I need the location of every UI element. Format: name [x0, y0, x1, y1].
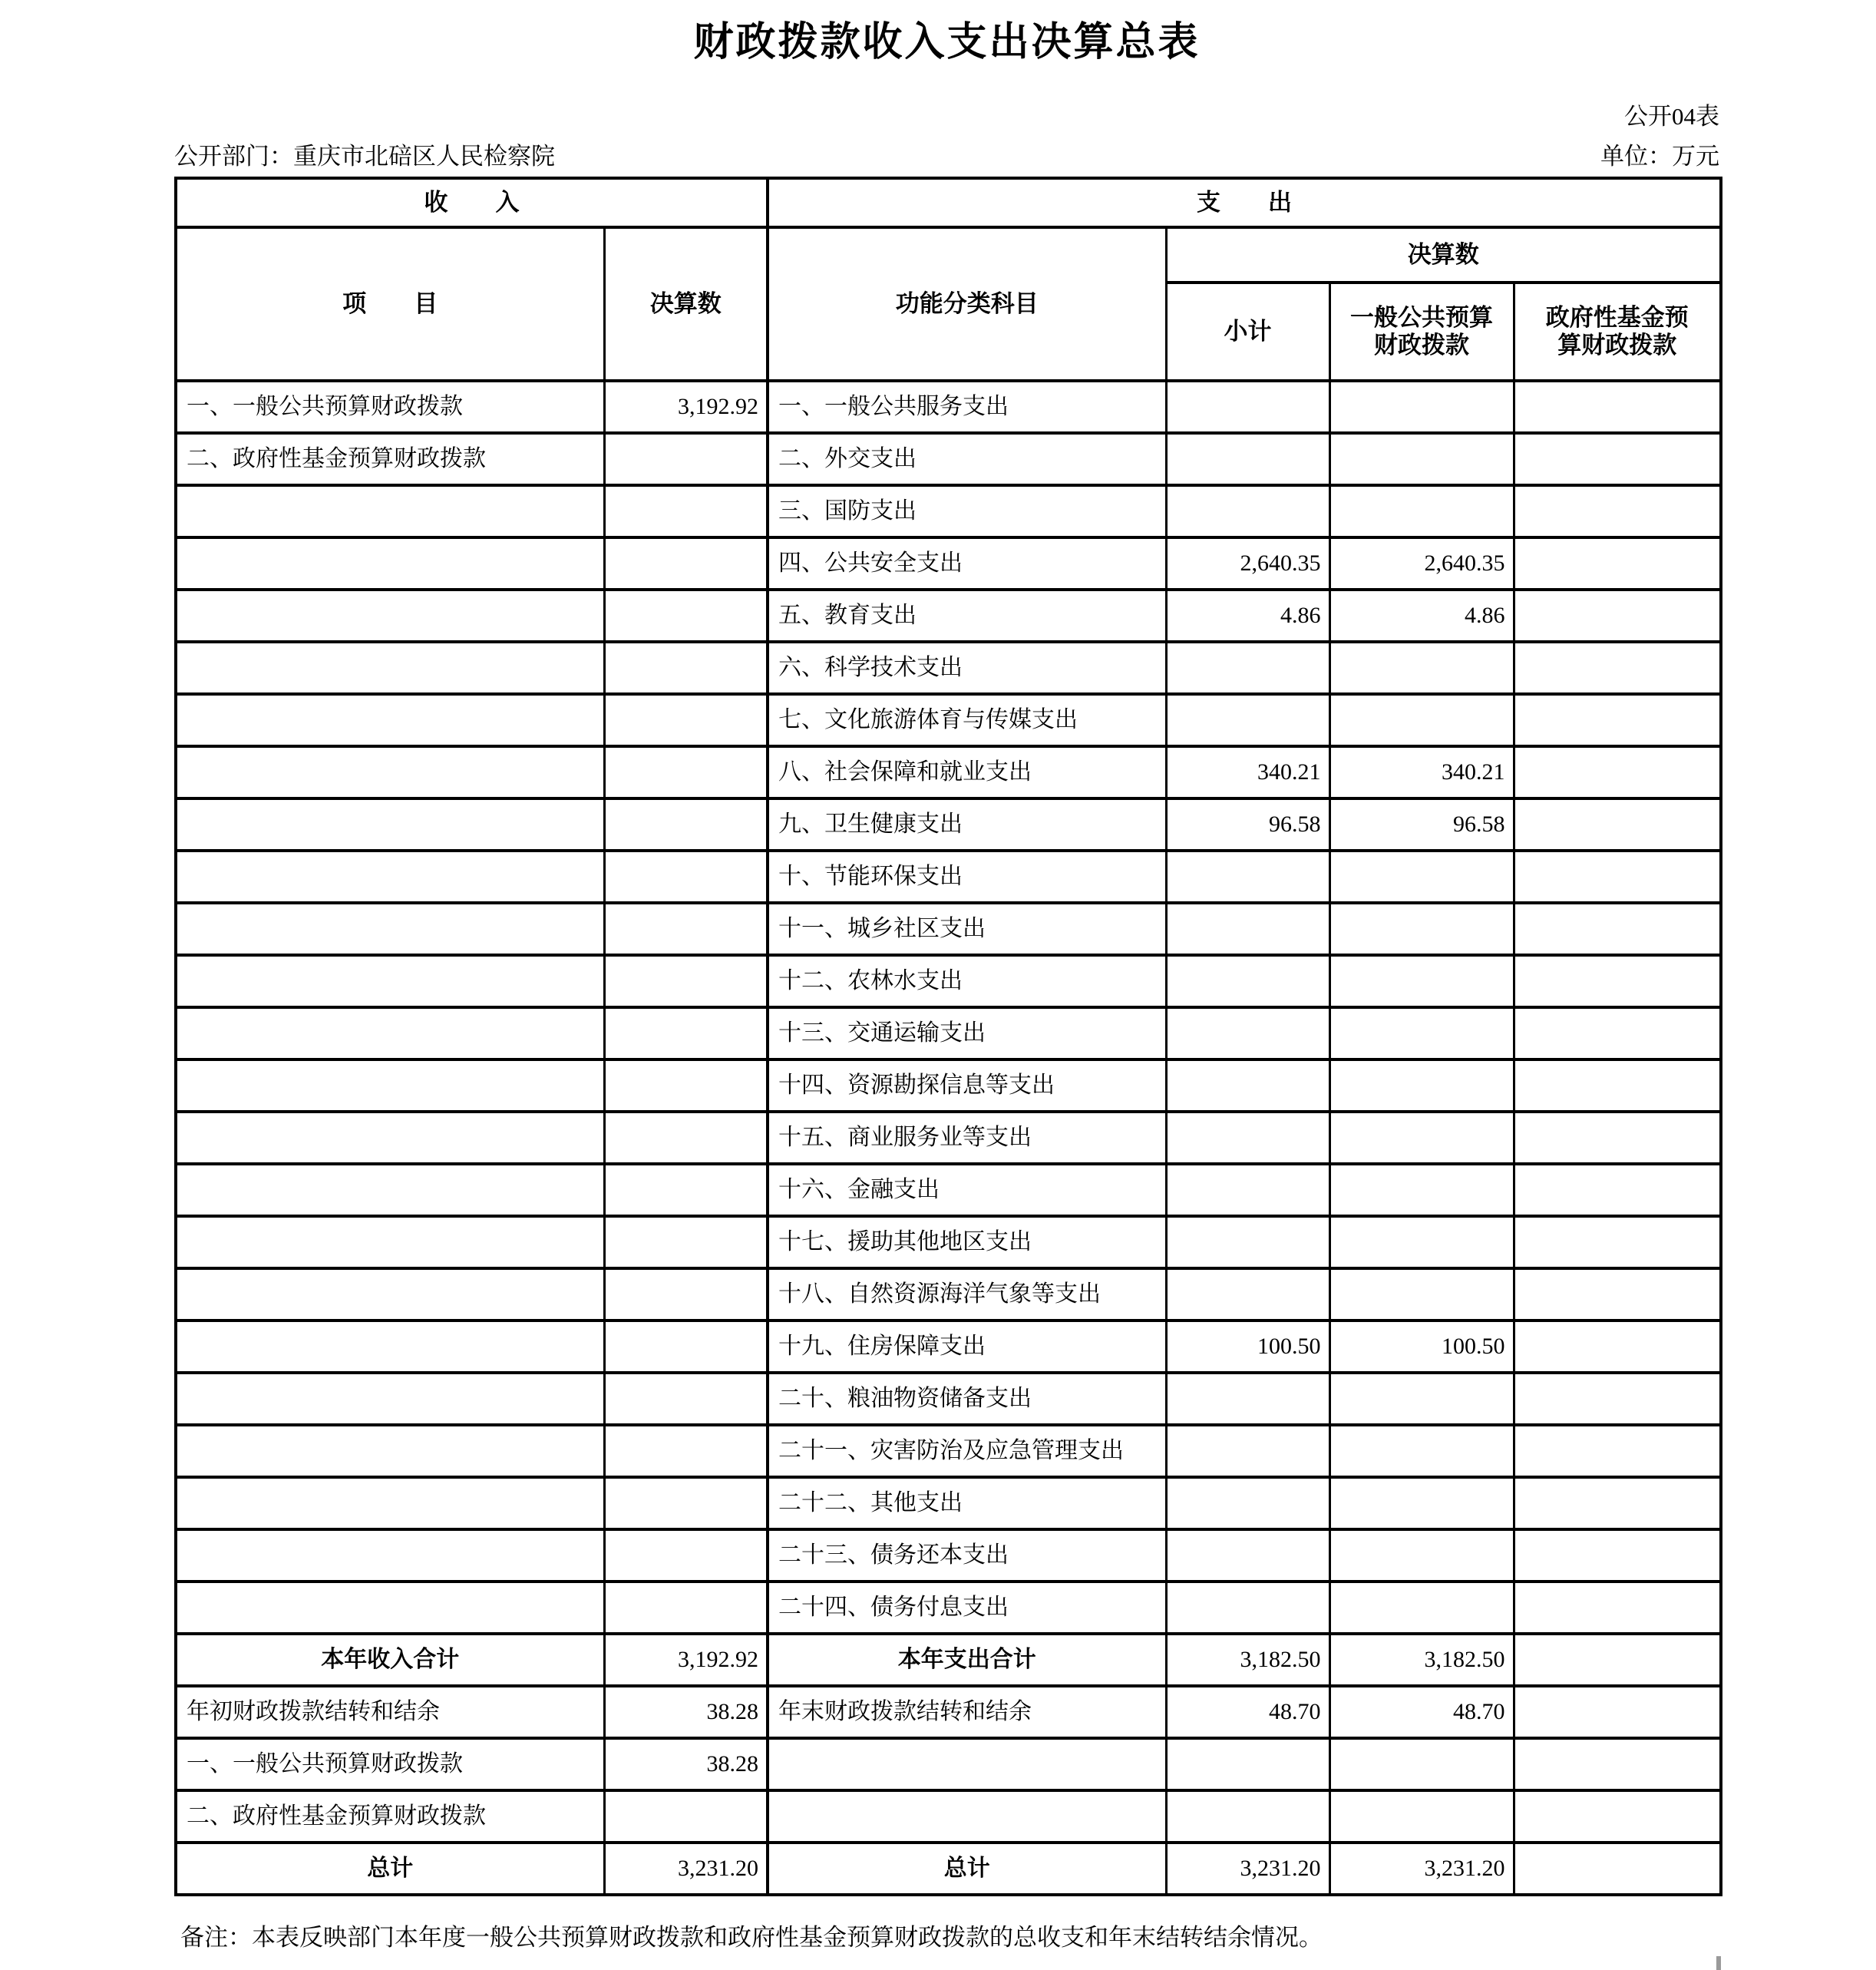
- table-row: [176, 590, 1721, 642]
- table-row: [176, 1582, 1721, 1634]
- income-value-cell: [604, 955, 768, 1007]
- income-value-cell: [604, 537, 768, 590]
- gov-fund-header-text: 政府性基金预算财政拨款: [1545, 304, 1689, 359]
- gov-fund-cell: [1514, 1477, 1721, 1529]
- table-row: [176, 433, 1721, 485]
- income-item-cell: [176, 1425, 604, 1477]
- table-row: [176, 798, 1721, 851]
- general-budget-header: [1329, 283, 1514, 381]
- income-item-cell: [176, 1477, 604, 1529]
- income-value-cell: 3,192.92: [604, 381, 768, 433]
- income-item-cell: 一、一般公共预算财政拨款: [176, 1738, 604, 1790]
- table-row: [176, 1790, 1721, 1843]
- income-item-header: 项 目: [176, 227, 604, 381]
- table-row: [176, 1373, 1721, 1425]
- general-budget-cell: [1329, 1738, 1514, 1790]
- general-budget-cell: [1329, 1007, 1514, 1059]
- expense-item-cell: 二十三、债务还本支出: [768, 1529, 1166, 1582]
- income-value-cell: [604, 1268, 768, 1320]
- expense-item-header: 功能分类科目: [768, 227, 1166, 381]
- meta-line: [174, 137, 1719, 171]
- income-item-cell: [176, 485, 604, 537]
- subtotal-cell: [1166, 1059, 1329, 1112]
- income-item-cell: 一、一般公共预算财政拨款: [176, 381, 604, 433]
- table-code-label: 公开04表: [1624, 103, 1719, 130]
- gov-fund-cell: [1514, 485, 1721, 537]
- income-value-cell: 38.28: [604, 1738, 768, 1790]
- general-budget-cell: [1329, 1790, 1514, 1843]
- income-item-cell: [176, 955, 604, 1007]
- table-row: [176, 1738, 1721, 1790]
- gov-fund-cell: [1514, 1738, 1721, 1790]
- expense-item-cell: 十三、交通运输支出: [768, 1007, 1166, 1059]
- expense-item-cell: 十九、住房保障支出: [768, 1320, 1166, 1373]
- subtotal-cell: [1166, 1477, 1329, 1529]
- expense-item-cell: 十八、自然资源海洋气象等支出: [768, 1268, 1166, 1320]
- expense-item-cell: [768, 1790, 1166, 1843]
- subtotal-cell: [1166, 1790, 1329, 1843]
- table-row: [176, 642, 1721, 694]
- income-value-cell: 38.28: [604, 1686, 768, 1738]
- income-item-cell: [176, 1007, 604, 1059]
- table-row: [176, 1268, 1721, 1320]
- subtotal-cell: [1166, 1112, 1329, 1164]
- general-budget-cell: [1329, 433, 1514, 485]
- subtotal-cell: [1166, 694, 1329, 746]
- general-budget-cell: [1329, 903, 1514, 955]
- table-row: [176, 903, 1721, 955]
- income-value-cell: [604, 433, 768, 485]
- expense-item-cell: 十二、农林水支出: [768, 955, 1166, 1007]
- gov-fund-cell: [1514, 1634, 1721, 1686]
- expense-item-cell: 九、卫生健康支出: [768, 798, 1166, 851]
- income-item-cell: 二、政府性基金预算财政拨款: [176, 433, 604, 485]
- income-item-cell: 二、政府性基金预算财政拨款: [176, 1790, 604, 1843]
- income-item-cell: [176, 1582, 604, 1634]
- subtotal-cell: [1166, 1007, 1329, 1059]
- header-row-columns: [176, 227, 1721, 283]
- income-item-cell: [176, 642, 604, 694]
- gov-fund-cell: [1514, 1790, 1721, 1843]
- income-item-cell: [176, 1216, 604, 1268]
- expense-item-cell: 二十、粮油物资储备支出: [768, 1373, 1166, 1425]
- income-value-cell: 3,192.92: [604, 1634, 768, 1686]
- subtotal-cell: 48.70: [1166, 1686, 1329, 1738]
- expense-amount-header: 决算数: [1166, 227, 1721, 283]
- gov-fund-cell: [1514, 1112, 1721, 1164]
- table-row: [176, 1686, 1721, 1738]
- expense-item-cell: 十四、资源勘探信息等支出: [768, 1059, 1166, 1112]
- subtotal-cell: [1166, 381, 1329, 433]
- income-value-cell: [604, 746, 768, 798]
- income-item-cell: [176, 1059, 604, 1112]
- table-row: [176, 1059, 1721, 1112]
- general-budget-cell: [1329, 381, 1514, 433]
- table-row: [176, 537, 1721, 590]
- gov-fund-cell: [1514, 1268, 1721, 1320]
- general-budget-header-text: 一般公共预算财政拨款: [1350, 304, 1493, 359]
- general-budget-cell: [1329, 955, 1514, 1007]
- table-body: [176, 381, 1721, 1895]
- income-item-cell: [176, 1268, 604, 1320]
- general-budget-cell: [1329, 1112, 1514, 1164]
- income-item-cell: [176, 537, 604, 590]
- gov-fund-cell: [1514, 1007, 1721, 1059]
- gov-fund-cell: [1514, 1373, 1721, 1425]
- expense-item-cell: 十五、商业服务业等支出: [768, 1112, 1166, 1164]
- income-item-cell: 本年收入合计: [176, 1634, 604, 1686]
- subtotal-cell: [1166, 1216, 1329, 1268]
- subtotal-cell: [1166, 1373, 1329, 1425]
- general-budget-cell: [1329, 851, 1514, 903]
- income-item-cell: [176, 1112, 604, 1164]
- table-row: [176, 746, 1721, 798]
- general-budget-cell: 48.70: [1329, 1686, 1514, 1738]
- table-row: [176, 1007, 1721, 1059]
- general-budget-cell: [1329, 485, 1514, 537]
- subtotal-cell: 340.21: [1166, 746, 1329, 798]
- subtotal-cell: 100.50: [1166, 1320, 1329, 1373]
- expense-item-cell: 十七、援助其他地区支出: [768, 1216, 1166, 1268]
- general-budget-cell: 100.50: [1329, 1320, 1514, 1373]
- income-value-cell: [604, 1582, 768, 1634]
- table-row: [176, 1843, 1721, 1895]
- general-budget-cell: [1329, 1216, 1514, 1268]
- expense-item-cell: 十六、金融支出: [768, 1164, 1166, 1216]
- income-value-cell: [604, 1373, 768, 1425]
- gov-fund-cell: [1514, 1320, 1721, 1373]
- table-row: [176, 1216, 1721, 1268]
- expense-item-cell: 本年支出合计: [768, 1634, 1166, 1686]
- income-value-cell: [604, 1216, 768, 1268]
- income-value-cell: [604, 694, 768, 746]
- expense-item-cell: 二十四、债务付息支出: [768, 1582, 1166, 1634]
- gov-fund-cell: [1514, 746, 1721, 798]
- subtotal-cell: [1166, 433, 1329, 485]
- expense-item-cell: 总计: [768, 1843, 1166, 1895]
- income-value-cell: [604, 1790, 768, 1843]
- income-item-cell: [176, 746, 604, 798]
- income-value-cell: [604, 798, 768, 851]
- expense-item-cell: 三、国防支出: [768, 485, 1166, 537]
- income-item-cell: 年初财政拨款结转和结余: [176, 1686, 604, 1738]
- income-value-cell: [604, 1007, 768, 1059]
- general-budget-cell: [1329, 1477, 1514, 1529]
- general-budget-cell: 340.21: [1329, 746, 1514, 798]
- gov-fund-cell: [1514, 1529, 1721, 1582]
- expense-item-cell: 八、社会保障和就业支出: [768, 746, 1166, 798]
- expense-item-cell: 五、教育支出: [768, 590, 1166, 642]
- expense-item-cell: 二十二、其他支出: [768, 1477, 1166, 1529]
- table-row: [176, 1425, 1721, 1477]
- gov-fund-cell: [1514, 642, 1721, 694]
- general-budget-cell: 3,182.50: [1329, 1634, 1514, 1686]
- expense-item-cell: 六、科学技术支出: [768, 642, 1166, 694]
- subtotal-cell: 96.58: [1166, 798, 1329, 851]
- subtotal-cell: [1166, 1164, 1329, 1216]
- table-row: [176, 485, 1721, 537]
- general-budget-cell: 2,640.35: [1329, 537, 1514, 590]
- gov-fund-cell: [1514, 903, 1721, 955]
- gov-fund-cell: [1514, 1164, 1721, 1216]
- income-item-cell: [176, 590, 604, 642]
- income-item-cell: [176, 851, 604, 903]
- income-value-cell: [604, 1059, 768, 1112]
- subtotal-cell: [1166, 1582, 1329, 1634]
- table-row: [176, 955, 1721, 1007]
- gov-fund-cell: [1514, 1686, 1721, 1738]
- expense-item-cell: [768, 1738, 1166, 1790]
- table-row: [176, 381, 1721, 433]
- subtotal-cell: [1166, 955, 1329, 1007]
- expense-item-cell: 二、外交支出: [768, 433, 1166, 485]
- expense-item-cell: 七、文化旅游体育与传媒支出: [768, 694, 1166, 746]
- subtotal-cell: [1166, 1529, 1329, 1582]
- income-value-cell: [604, 851, 768, 903]
- income-value-cell: [604, 642, 768, 694]
- expense-item-cell: 四、公共安全支出: [768, 537, 1166, 590]
- table-row: [176, 1164, 1721, 1216]
- income-item-cell: [176, 903, 604, 955]
- gov-fund-cell: [1514, 955, 1721, 1007]
- table-row: [176, 1320, 1721, 1373]
- income-value-cell: [604, 903, 768, 955]
- expense-item-cell: 二十一、灾害防治及应急管理支出: [768, 1425, 1166, 1477]
- table-row: [176, 694, 1721, 746]
- general-budget-cell: [1329, 694, 1514, 746]
- general-budget-cell: 4.86: [1329, 590, 1514, 642]
- general-budget-cell: [1329, 1373, 1514, 1425]
- unit-label: 单位：万元: [1600, 143, 1719, 170]
- gov-fund-cell: [1514, 798, 1721, 851]
- income-amount-header: 决算数: [604, 227, 768, 381]
- income-item-cell: [176, 1373, 604, 1425]
- general-budget-cell: [1329, 1582, 1514, 1634]
- department-label: 公开部门：重庆市北碚区人民检察院: [174, 143, 555, 170]
- header-row-sections: [176, 178, 1721, 227]
- page-title: 财政拨款收入支出决算总表: [693, 20, 1201, 64]
- income-value-cell: 3,231.20: [604, 1843, 768, 1895]
- income-value-cell: [604, 1164, 768, 1216]
- income-item-cell: [176, 694, 604, 746]
- gov-fund-cell: [1514, 1582, 1721, 1634]
- income-value-cell: [604, 1425, 768, 1477]
- income-item-cell: 总计: [176, 1843, 604, 1895]
- subtotal-cell: [1166, 642, 1329, 694]
- expense-item-cell: 年末财政拨款结转和结余: [768, 1686, 1166, 1738]
- subtotal-cell: [1166, 1425, 1329, 1477]
- gov-fund-cell: [1514, 1216, 1721, 1268]
- footnote: 备注：本表反映部门本年度一般公共预算财政拨款和政府性基金预算财政拨款的总收支和年末结转结余情况。: [180, 1924, 1323, 1951]
- income-value-cell: [604, 1477, 768, 1529]
- income-value-cell: [604, 485, 768, 537]
- subtotal-cell: [1166, 1738, 1329, 1790]
- gov-fund-cell: [1514, 694, 1721, 746]
- general-budget-cell: 3,231.20: [1329, 1843, 1514, 1895]
- general-budget-cell: [1329, 1164, 1514, 1216]
- income-value-cell: [604, 590, 768, 642]
- general-budget-cell: [1329, 1059, 1514, 1112]
- gov-fund-cell: [1514, 1843, 1721, 1895]
- subtotal-cell: 2,640.35: [1166, 537, 1329, 590]
- income-value-cell: [604, 1112, 768, 1164]
- income-item-cell: [176, 1529, 604, 1582]
- subtotal-header: 小计: [1166, 283, 1329, 381]
- general-budget-cell: 96.58: [1329, 798, 1514, 851]
- income-item-cell: [176, 798, 604, 851]
- income-value-cell: [604, 1529, 768, 1582]
- expense-item-cell: 十、节能环保支出: [768, 851, 1166, 903]
- income-item-cell: [176, 1320, 604, 1373]
- table-row: [176, 1477, 1721, 1529]
- subtotal-cell: 3,182.50: [1166, 1634, 1329, 1686]
- general-budget-cell: [1329, 642, 1514, 694]
- gov-fund-header: [1514, 283, 1721, 381]
- table-row: [176, 851, 1721, 903]
- table-row: [176, 1529, 1721, 1582]
- subtotal-cell: [1166, 1268, 1329, 1320]
- gov-fund-cell: [1514, 381, 1721, 433]
- gov-fund-cell: [1514, 1425, 1721, 1477]
- gov-fund-cell: [1514, 537, 1721, 590]
- gov-fund-cell: [1514, 433, 1721, 485]
- gov-fund-cell: [1514, 851, 1721, 903]
- subtotal-cell: [1166, 851, 1329, 903]
- expense-section-header: 支 出: [768, 178, 1721, 227]
- table-row: [176, 1634, 1721, 1686]
- subtotal-cell: 4.86: [1166, 590, 1329, 642]
- subtotal-cell: [1166, 485, 1329, 537]
- subtotal-cell: [1166, 903, 1329, 955]
- general-budget-cell: [1329, 1529, 1514, 1582]
- expense-item-cell: 一、一般公共服务支出: [768, 381, 1166, 433]
- general-budget-cell: [1329, 1425, 1514, 1477]
- table-row: [176, 1112, 1721, 1164]
- income-value-cell: [604, 1320, 768, 1373]
- expense-item-cell: 十一、城乡社区支出: [768, 903, 1166, 955]
- general-budget-cell: [1329, 1268, 1514, 1320]
- gov-fund-cell: [1514, 1059, 1721, 1112]
- income-item-cell: [176, 1164, 604, 1216]
- final-accounts-table: [174, 177, 1722, 1896]
- subtotal-cell: 3,231.20: [1166, 1843, 1329, 1895]
- income-section-header: 收 入: [176, 178, 768, 227]
- scan-edge-artifact: [1716, 1956, 1721, 1970]
- gov-fund-cell: [1514, 590, 1721, 642]
